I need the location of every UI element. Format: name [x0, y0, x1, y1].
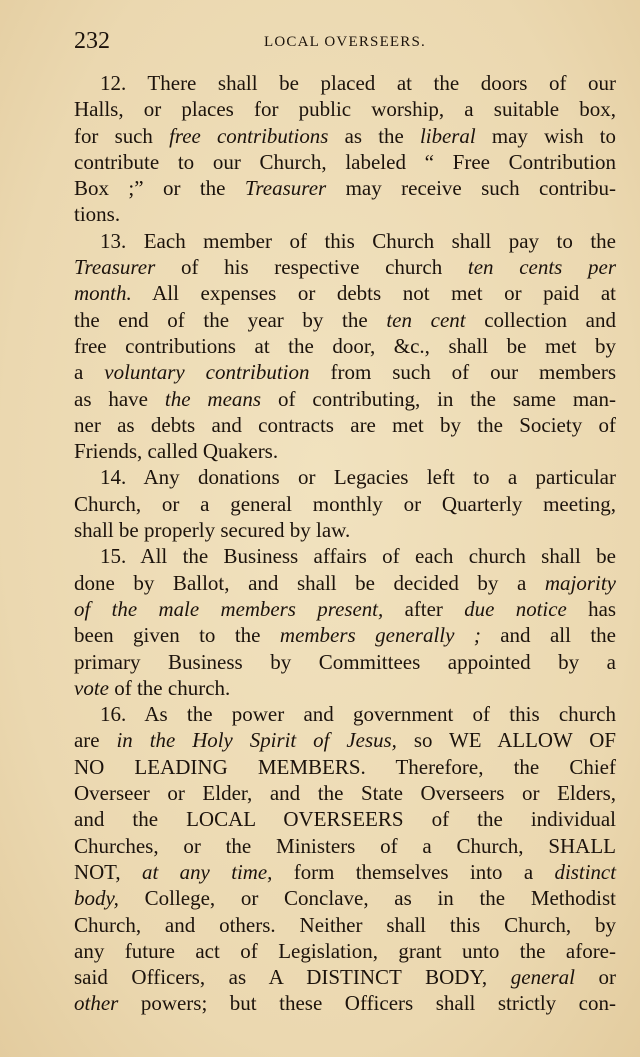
- italic-text: ten cents per: [467, 255, 616, 280]
- text-line: [74, 806, 616, 832]
- text-line: [74, 412, 616, 438]
- body-text: [74, 70, 616, 1017]
- text-segment: done by Ballot, and shall be decided by a: [74, 570, 545, 595]
- italic-text: Treasurer: [74, 255, 156, 280]
- text-segment: primary Business by Committees appointed by a: [74, 649, 616, 674]
- text-line: [74, 727, 616, 753]
- italic-text: distinct: [554, 859, 616, 884]
- text-segment: powers; but these Officers shall strictly con-: [118, 991, 616, 1016]
- text-segment: Overseer or Elder, and the State Overseers or Elders,: [74, 781, 616, 806]
- text-line: [74, 386, 616, 412]
- text-segment: as have: [74, 386, 165, 411]
- text-segment: form themselves into a: [272, 859, 555, 884]
- text-line: [74, 228, 616, 254]
- text-segment: Halls, or places for public worship, a suitable box,: [74, 97, 616, 122]
- text-segment: may wish to: [475, 123, 616, 148]
- italic-text: the means: [164, 386, 262, 411]
- text-segment: been given to the: [74, 623, 280, 648]
- text-line: [74, 596, 616, 622]
- text-segment: has: [566, 596, 616, 621]
- text-segment: Church, or a general monthly or Quarterly meeting,: [74, 491, 616, 516]
- text-segment: for such: [74, 123, 170, 148]
- text-segment: College, or Conclave, as in the Methodist: [118, 886, 616, 911]
- text-line: [74, 254, 616, 280]
- text-segment: contribute to our Church, labeled “ Free Contribution: [74, 149, 616, 174]
- text-segment: shall be properly secured by law.: [74, 518, 351, 543]
- text-line: [74, 464, 616, 490]
- text-segment: 13. Each member of this Church shall pay to the: [100, 228, 616, 253]
- text-segment: All expenses or debts not met or paid at: [131, 281, 616, 306]
- italic-text: month.: [74, 281, 132, 306]
- text-segment: from such of our members: [309, 360, 616, 385]
- running-head: LOCAL OVERSEERS.: [264, 34, 426, 50]
- text-line: [74, 649, 616, 675]
- text-segment: NO LEADING MEMBERS. Therefore, the Chief: [74, 754, 616, 779]
- text-line: [74, 359, 616, 385]
- text-segment: NOT,: [74, 859, 142, 884]
- text-segment: ner as debts and contracts are met by the Society of: [74, 412, 616, 437]
- text-line: [74, 333, 616, 359]
- text-segment: a: [74, 360, 105, 385]
- text-line: [74, 964, 616, 990]
- text-line: [74, 96, 616, 122]
- text-segment: after: [383, 596, 465, 621]
- text-segment: Church, and others. Neither shall this Church, by: [74, 912, 616, 937]
- italic-text: members generally ;: [279, 623, 481, 648]
- italic-text: majority: [544, 570, 616, 595]
- text-line: [74, 149, 616, 175]
- italic-text: general: [510, 965, 575, 990]
- text-segment: and the LOCAL OVERSEERS of the individual: [74, 807, 616, 832]
- text-segment: collection and: [465, 307, 616, 332]
- text-line: [74, 438, 616, 464]
- italic-text: voluntary contribution: [104, 360, 310, 385]
- italic-text: vote: [74, 675, 109, 700]
- page-number: 232: [74, 28, 110, 54]
- text-segment: so WE ALLOW OF: [396, 728, 616, 753]
- text-segment: of the church.: [108, 675, 231, 700]
- text-line: [74, 123, 616, 149]
- text-segment: may receive such contribu-: [326, 176, 616, 201]
- text-line: [74, 885, 616, 911]
- text-line: [74, 307, 616, 333]
- text-line: [74, 175, 616, 201]
- text-segment: or: [574, 965, 616, 990]
- text-line: [74, 675, 616, 701]
- italic-text: at any time,: [142, 859, 273, 884]
- text-segment: 14. Any donations or Legacies left to a particular: [100, 465, 616, 490]
- text-segment: free contributions at the door, &c., shall be met by: [74, 333, 616, 358]
- italic-text: Treasurer: [244, 176, 327, 201]
- italic-text: ten cent: [386, 307, 466, 332]
- text-line: [74, 754, 616, 780]
- italic-text: body,: [74, 886, 119, 911]
- text-line: [74, 70, 616, 96]
- text-segment: are: [74, 728, 117, 753]
- italic-text: other: [74, 991, 119, 1016]
- text-segment: tions.: [74, 202, 121, 227]
- text-line: [74, 622, 616, 648]
- italic-text: of the male members present,: [74, 596, 384, 621]
- text-segment: 16. As the power and government of this church: [100, 702, 616, 727]
- italic-text: in the Holy Spirit of Jesus,: [116, 728, 397, 753]
- text-line: [74, 570, 616, 596]
- text-line: [74, 517, 616, 543]
- text-segment: of his respective church: [155, 255, 468, 280]
- text-line: [74, 938, 616, 964]
- italic-text: free contributions: [169, 123, 329, 148]
- text-segment: and all the: [480, 623, 616, 648]
- text-segment: Box ;” or the: [74, 176, 245, 201]
- text-line: [74, 912, 616, 938]
- text-segment: 12. There shall be placed at the doors of our: [100, 71, 616, 95]
- text-line: [74, 990, 616, 1016]
- text-line: [74, 201, 616, 227]
- text-segment: said Officers, as A DISTINCT BODY,: [74, 965, 511, 990]
- italic-text: due notice: [464, 596, 567, 621]
- text-segment: Friends, called Quakers.: [74, 439, 279, 464]
- text-line: [74, 833, 616, 859]
- italic-text: liberal: [419, 123, 476, 148]
- text-line: [74, 701, 616, 727]
- text-line: [74, 280, 616, 306]
- text-line: [74, 859, 616, 885]
- text-segment: as the: [328, 123, 420, 148]
- text-line: [74, 780, 616, 806]
- text-segment: any future act of Legislation, grant unto the afore-: [74, 938, 616, 963]
- text-line: [74, 543, 616, 569]
- text-line: [74, 491, 616, 517]
- text-segment: 15. All the Business affairs of each church shall be: [100, 544, 616, 569]
- text-segment: of contributing, in the same man-: [261, 386, 616, 411]
- text-segment: the end of the year by the: [74, 307, 387, 332]
- text-segment: Churches, or the Ministers of a Church, SHALL: [74, 833, 616, 858]
- page-header: [74, 26, 616, 56]
